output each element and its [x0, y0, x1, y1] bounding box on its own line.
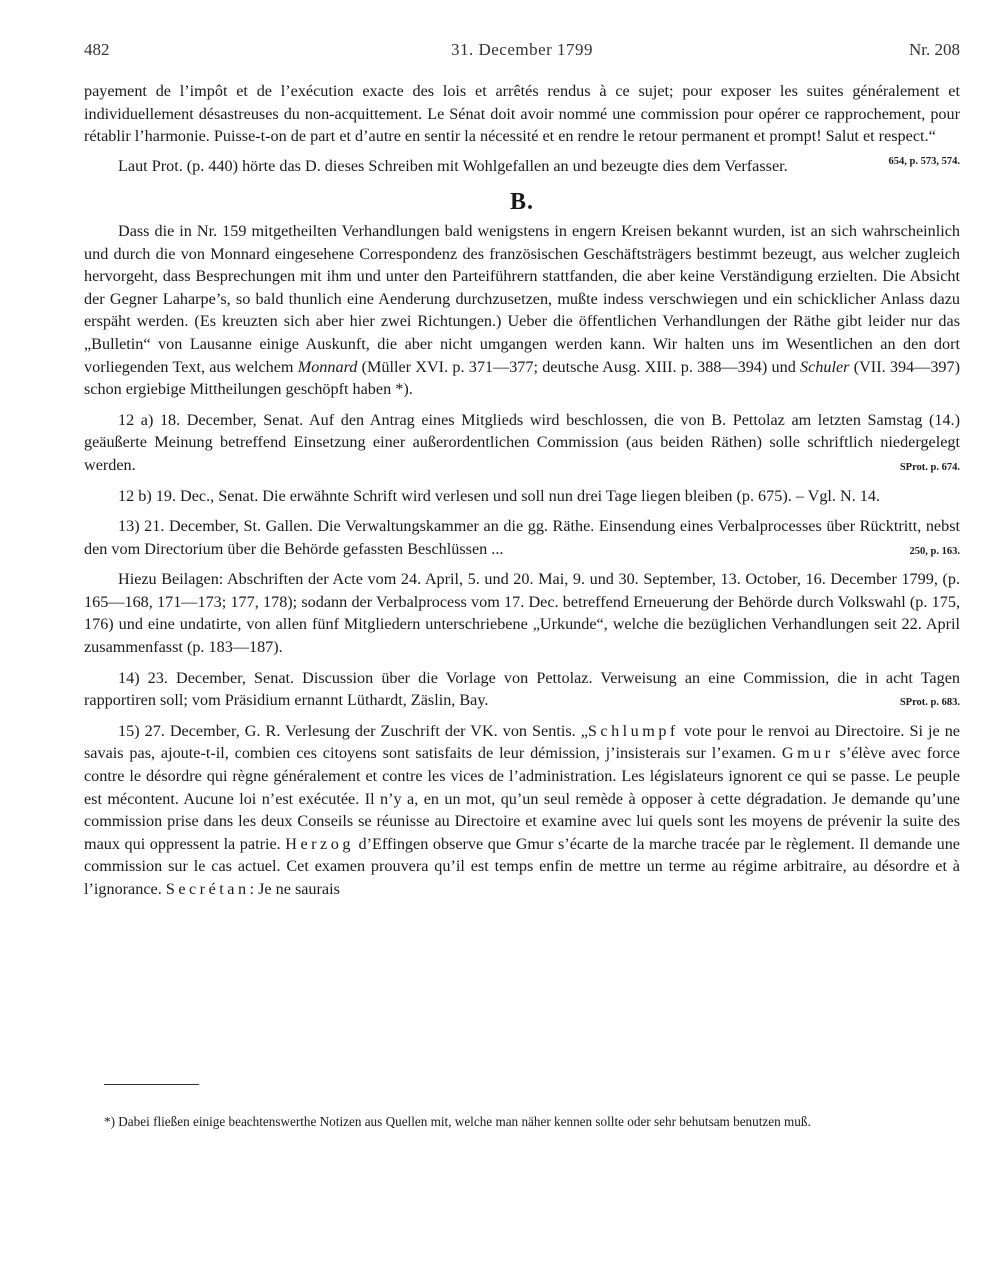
- author-name: Monnard: [297, 357, 358, 376]
- header-date: 31. December 1799: [450, 40, 594, 59]
- entry-15: [84, 720, 960, 901]
- paragraph-text: Dass die in Nr. 159 mitgetheilten Verhandlungen bald wenigstens in engern Kreisen bekannt wurden, ist an sich wahrscheinlich und durch die von Monnard eingesehene Correspondenz des französischen Geschäftsträgers bestimmt bezeugt, aus welcher zugleich hervorgeht, dass Besprechungen mit ihm und unter den Parteiführern stattfanden, die aber keine Verständigung erzielten. Die Absicht der Gegner Laharpe’s, so bald thunlich eine Aenderung durchzusetzen, mußte indess verschwiegen und ein schicklicher Anlass dazu erspäht werden. (Es kreuzten sich aber hier zwei Richtungen.) Ueber die öffentlichen Verhandlungen der Räthe gibt leider nur das „Bulletin“ von Lausanne einige Auskunft, die aber nicht umgangen werden kann. Wir halten uns im Wesentlichen an den dort vorliegenden Text, aus welchem: [84, 221, 960, 376]
- paragraph-text: 13) 21. December, St. Gallen. Die Verwaltungskammer an die gg. Räthe. Einsendung eines Verbalprocesses über Rücktritt, nebst den vom Directorium über die Behörde gefassten Beschlüssen ...: [84, 517, 960, 558]
- speaker-name: Secrétan: [165, 880, 250, 898]
- running-header: [84, 40, 960, 66]
- source-reference: SProt. p. 674.: [899, 461, 960, 473]
- speaker-name: Herzog: [285, 834, 354, 853]
- main-text: [84, 80, 960, 901]
- paragraph-text: (Müller XVI. p. 371—377; deutsche Ausg. XIII. p. 388—394) und: [361, 357, 796, 376]
- page-number: 482: [84, 40, 110, 59]
- paragraph-text: vote pour le renvoi au Directoire. Si je ne savais pas, ajoute-t-il, combien ces citoyens sont satisfaits de leur démission, j’insisterais sur l’examen.: [84, 721, 960, 763]
- section-heading: B.: [509, 189, 534, 216]
- author-name: Schuler: [800, 357, 850, 376]
- entry-13: [84, 515, 960, 560]
- source-reference: SProt. p. 683.: [899, 697, 960, 709]
- source-reference: 654, p. 573, 574.: [888, 155, 960, 167]
- source-reference: 250, p. 163.: [909, 545, 960, 557]
- paragraph-attachments: Hiezu Beilagen: Abschriften der Acte vom 24. April, 5. und 20. Mai, 9. und 30. September, 13. October, 16. December 1799, (p. 165—168, 171—173; 177, 178); sodann der Verbalprocess vom 17. Dec. betreffend Erneuerung der Behörde durch Volkswahl (p. 175, 176) und eine undatirte, von allen fünf Mitgliedern unterschriebene „Urkunde“, welche die bezüglichen Verhandlungen seit 22. April zusammenfasst (p. 183—187).: [84, 570, 960, 657]
- paragraph-text: s’élève avec force contre le désordre qui règne généralement et contre les vices de l’administration. Les législateurs ignorent ce qui se passe. Le peuple est mécontent. Aucune loi n’est exécutée. Il n’y a, en un mot, qu’un seul remède à opposer à cette dégradation. Je demande qu’une commission prise dans les deux Conseils se réunisse au Directoire et examine avec lui quels sont les moyens de prévenir la suite des maux qui oppressent la patrie.: [84, 744, 960, 853]
- paragraph-text: payement de l’impôt et de l’exécution exacte des lois et arrêtés rendus à ce sujet; pour exposer les suites généralement et individuellement désastreuses du non-acquittement. Le Sénat doit avoir nommé une commission pour opérer ce rapprochement, pour rétablir l’harmonie. Puisse-t-on de part et d’autre en sentir la nécessité et en rendre le retour permanent et prompt! Salut et respect.“: [84, 82, 960, 146]
- paragraph-protocol: Laut Prot. (p. 440) hörte das D. dieses Schreiben mit Wohlgefallen an und bezeugte dies dem Verfasser.: [118, 156, 788, 175]
- entry-12a: [84, 409, 960, 477]
- paragraph-text: 14) 23. December, Senat. Discussion über die Vorlage von Pettolaz. Verweisung an eine Commission, die in acht Tagen rapportiren soll; vom Präsidium ernannt Lüthardt, Zäslin, Bay.: [84, 668, 960, 710]
- paragraph-intro: [84, 220, 960, 401]
- footnote-divider: [104, 1084, 199, 1085]
- entry-14: [84, 667, 960, 712]
- paragraph-text: : Je ne saurais: [249, 880, 340, 898]
- paragraph-text: (VII. 394—397) schon ergiebige Mittheilungen geschöpft haben *).: [84, 357, 960, 399]
- paragraph-text: d’Effingen observe que Gmur s’écarte de la marche tracée par le règlement. Il demande une commission sur le cas actuel. Cet examen prouvera qu’il est temps enfin de mettre un terme au régime arbitraire, au désordre et à l’ignorance.: [84, 834, 960, 898]
- footnote: *) Dabei fließen einige beachtenswerthe Notizen aus Quellen mit, welche man näher kennen sollte oder sehr behutsam benutzen muß.: [104, 1114, 811, 1130]
- entry-12b: 12 b) 19. Dec., Senat. Die erwähnte Schrift wird verlesen und soll nun drei Tage liegen bleiben (p. 675). – Vgl. N. 14.: [118, 486, 881, 505]
- header-number: Nr. 208: [909, 40, 960, 59]
- speaker-name: Gmur: [781, 744, 834, 763]
- paragraph-text: 12 a) 18. December, Senat. Auf den Antrag eines Mitglieds wird beschlossen, die von B. Pettolaz am letzten Samstag (14.) geäußerte Meinung betreffend Einsetzung einer außerordentlichen Commission (aus beiden Räthen) solle schriftlich niedergelegt werden.: [84, 410, 960, 474]
- paragraph-text: 15) 27. December, G. R. Verlesung der Zuschrift der VK. von Sentis. „: [118, 721, 588, 740]
- speaker-name: Schlumpf: [587, 721, 679, 740]
